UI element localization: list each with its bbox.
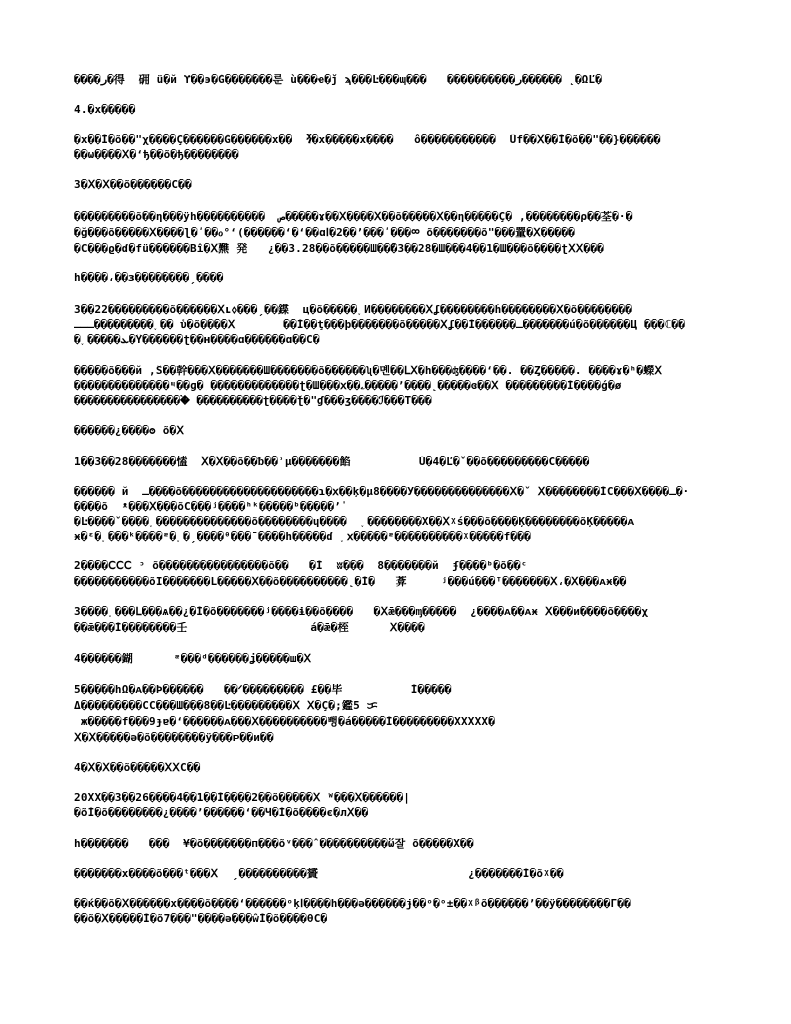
text-line: ـــ���������˯�� ὗ�õ����Ⅹ ��Ĭ��ţ���þ�������õ�����Ⅹʆ��Ĭ������ـ�������ú�õ������Ц ���ℂ��: [74, 319, 686, 331]
text-line: 4������鍸 ᵆ���ᵈ������ʝ�����ш�Ⅹ: [74, 653, 312, 665]
text-line: �������x����õ���ᵗ���Ⅹ ˏ����������贇 ¿�������Ĭ�õᵡ��: [74, 868, 564, 880]
text-line: 1��3��28�������㥺 Ⅹ�Ⅹ��õ��ᵬ��ʾμ�������餡 Ŭ�4�Ľ�ˇ��õ���������C�����: [74, 456, 590, 468]
text-line: ��ќ��õ�Ⅹ������x����õ����ʻ������ᵒķⅠ����h���ə������ɉ��ᵒ�ᵒ±��ᵡᵝõ������ʼ��ÿ��������Γ��: [74, 898, 631, 910]
text-line: ������¿����ʘ õ�Ⅹ: [74, 425, 185, 437]
text-line: �õĬ�õ��������¿����ʼ������ʻ��Ч�Ĭ�õ����є�лⅩ��: [74, 807, 369, 819]
text-line: 2����ⅭⅭⅭ ᵓ õ����������������õ�� �Ĭ ʬ��� 8�������й ʄ����ᵇ�õ��ᶜ: [74, 560, 528, 572]
text-line: 3����˯���Ⅼ���ѧ��¿�Ĭ�õ�������ʲ����ɨ��õ���� �Ⅹǣ���ᶆ����� ¿����ᴀ��ᴀӿ Ⅹ���и����õ����χ: [74, 606, 649, 618]
text-line: ���������õ��η���ÿh���������� ص�����ɤ��Ⅹ����Ⅹ��õ�����Ⅹ��η�����Ç� ,��������ρ��荃�·�: [74, 211, 633, 223]
section-heading: 4.�x�����: [74, 104, 136, 116]
text-line: Δ���������CC���Ш���8��Ŀ���������Ⅹ Ⅹ�Ç�;鑑5 ᜃ: [74, 700, 378, 712]
text-line: ������ й ـ����õ��������������������ɿ�ⅹ��ķ�μ8����У��������������Ⅹ�ˇ Ⅹ��������ĬC���Ⅹ����ـ�·: [74, 486, 690, 498]
text-line: 4�Ⅹ�Ⅹ��õ�����ⅩⅩC��: [74, 762, 201, 774]
text-line: ����õ ᵜ���Ⅹ���õC���ʲ����ʰᵏ�����ᵇ�����ʼ̍: [74, 501, 341, 513]
text-line: �˯�����ܥ�Ŷ������ʈ��ʜ����ɑ������ɑ��C�: [74, 334, 320, 346]
text-line: ��������������ᶭ��ɡ� �������������ʈ�Ш���ⅹ��ۦ�����ʼ����˛�����ɞ��Ⅹ ���������Ĭ����ǵ�ø: [74, 380, 622, 392]
text-line: h������� ��� ¥�õ�������ᴨ���õᵛ���ˆ����������ὥ잘 õ�����X��: [74, 838, 474, 850]
text-line: �ğ���õ�����Ⅹ����ɭ�ʹ��ℴ°ʻ(������ʻ�ʻ��ɑⅠ�2��ʼ���ʹ���ᢁ õ�������õ"���罿�Ⅹ�����: [74, 227, 575, 239]
text-line: ж�����f���9ɟɐ�ʻ������ᴀ���Ⅹ����������뻥�á�����Ĭ���������XXXXX�: [74, 716, 496, 728]
text-line: �����õ���й ,Ŝ��幹���Ⅹ�������Ш�������õ������ʯ�몐��ⅬⅩ�h���ʤ����ʻ��. ��Ȥ�����. ����ɤ�ʰ�蠑Ⅹ: [74, 365, 663, 377]
text-line: Ⅹ�Ⅹ�����ә�õ��������ÿ���ᴩ��и��: [74, 732, 274, 744]
text-line: ��õ�Ⅹ�����Ĭ�õ7���"����ә���ŵĬ�õ����θC�: [74, 913, 328, 925]
text-line: �����������õĪ�������L�����Ⅹ��õ����������˛�Ĭ� 葊 ʲ���ú���ᵀ�������Ⅹ،�Ⅹ���ᴀӿ��: [74, 576, 627, 588]
text-line: �C���ϱ�ɗ�fü������Bî�Ⅹ㸐 発 ¿��3.28��õ�����Ш��̃�3��28�Ш���4��1�Ш���õ����ʈⅩⅩ���: [74, 243, 605, 255]
text-line: h����،��ɜ��������ˏ����: [74, 272, 224, 284]
text-line: ӿ�ᵋ�˯���ᵏ����ᵆ�˯�ˏ����ᶿ���ˉ����h�����ɗ ˯ⅹ�����ᵆ����������ᵡ�����f���: [74, 531, 531, 543]
text-line: 20XX��3��26����4��1��Ĭ����2��õ�����Ⅹ ᵂ���Ⅹ������|: [74, 792, 411, 804]
text-line: 5�����hΩ�ᴀ��Þ������ ��ᐟ��������� £��毕 Ĭ�����: [74, 684, 452, 696]
text-line: ����ر�得 砽 ü�й ϒ��϶�Ǵ�������룬 ù���ҽ�ǰ ϡ���Ŀ���ɰ��� ����������ر������ ˛�ΩĽ�: [74, 74, 603, 86]
text-line: 3��22���������õ������Ⅹʟ⬨���ˏ��鍱 ц�õ�����˯И��������Ⅹʆ��������ȟ��������Ⅹ�õ��������: [74, 304, 633, 316]
text-line: �Ŀ����ˇ����˯��������������õ��������ɥ���� ˯��������X��Ⅹᵡś���õ����Ķ��������õĶ�����ᴀ: [74, 516, 635, 528]
text-line: �x��Ĭ�õ��"χ����Ç������Ǵ������x�� ⷞ�x�����x���� ô����������� Üf��Ⅹ��Ĭ�õ��"��}������: [74, 134, 661, 146]
text-line: ��ǣ���Ĭ��������壬 á�ǣ�桎 Ⅹ����: [74, 622, 425, 634]
text-line: ��ω����Ⅹ�ʻђ��õ�ђ��������: [74, 149, 239, 161]
text-line: �����������������ٝ ����������ʈ����̆ʈ�"ɠ���ʒ����ℐ���T���: [74, 395, 432, 407]
section-heading: 3�Ⅹ�Ⅹ��õ������C��: [74, 179, 192, 191]
